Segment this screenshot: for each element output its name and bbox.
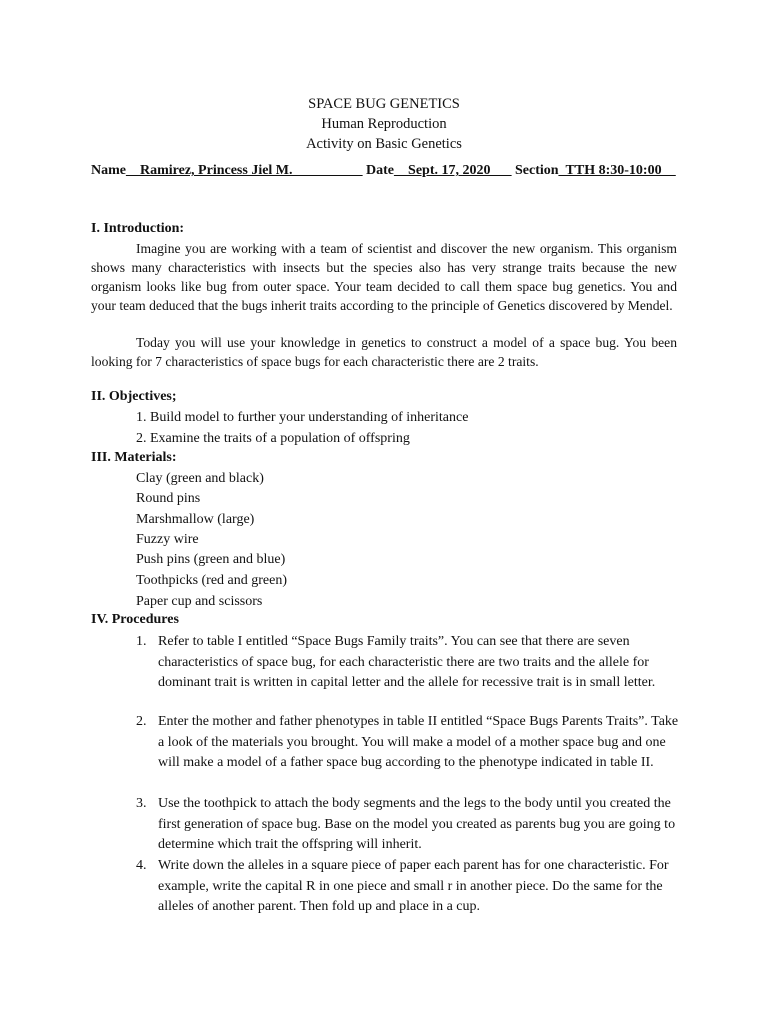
procedures-heading: IV. Procedures (91, 612, 179, 627)
procedure-item (136, 712, 681, 774)
activity-title: Activity on Basic Genetics (306, 136, 462, 152)
material-item: Round pins (136, 491, 201, 506)
procedure-number: 2. (136, 714, 147, 729)
material-item: Paper cup and scissors (136, 594, 263, 609)
section-value: _TTH 8:30-10:00__ (558, 163, 676, 178)
student-info-line (91, 163, 691, 179)
material-item: Clay (green and black) (136, 471, 264, 486)
name-label: Name (91, 163, 126, 178)
procedure-text: Write down the alleles in a square piece of paper each parent has for one characteristic. For example, write the capital R in one piece and small r in another piece. Do the same for the alleles of another parent. Then fold up and place in a cup. (158, 858, 669, 914)
procedure-number: 3. (136, 796, 147, 811)
objective-item: 2. Examine the traits of a population of offspring (136, 431, 410, 446)
introduction-paragraph-2: Today you will use your knowledge in genetics to construct a model of a space bug. You been looking for 7 characteristics of space bugs for each characteristic there are 2 traits. (91, 335, 677, 369)
procedure-text: Use the toothpick to attach the body segments and the legs to the body until you created the first generation of space bug. Base on the model you created as parents bug you are going to determine which trait the offspring will inherit. (158, 796, 676, 852)
materials-heading: III. Materials: (91, 450, 177, 465)
material-item: Marshmallow (large) (136, 512, 255, 527)
procedure-number: 1. (136, 634, 147, 649)
procedure-text: Enter the mother and father phenotypes in table II entitled “Space Bugs Parents Traits”. Take a look of the materials you brought. You will make a model of a mother space bug and one will make a model of a father space bug according to the phenotype indicated in table II. (158, 714, 679, 770)
date-value: __Sept. 17, 2020___ (394, 163, 512, 178)
introduction-paragraph-1: Imagine you are working with a team of scientist and discover the new organism. This organism shows many characteristics with insects but the species also has very strange traits because the new organism looks like bug from outer space. Your team decided to call them space bug genetics. You and your team deduced that the bugs inherit traits according to the principle of Genetics discovered by Mendel. (91, 241, 677, 313)
document-title: SPACE BUG GENETICS (308, 96, 460, 112)
document-subtitle: Human Reproduction (321, 116, 447, 132)
introduction-heading: I. Introduction: (91, 221, 185, 236)
section-label: Section (514, 163, 559, 178)
procedure-item (136, 632, 681, 694)
procedure-item (136, 794, 681, 856)
material-item: Toothpicks (red and green) (136, 573, 288, 588)
material-item: Fuzzy wire (136, 532, 199, 547)
objective-item: 1. Build model to further your understanding of inheritance (136, 410, 469, 425)
objectives-heading: II. Objectives; (91, 389, 177, 404)
procedure-text: Refer to table I entitled “Space Bugs Family traits”. You can see that there are seven characteristics of space bug, for each characteristic there are two traits and the allele for dominant trait is written in capital letter and the allele for recessive trait is in small letter. (158, 634, 656, 690)
document-header (0, 94, 768, 154)
procedure-item (136, 856, 681, 918)
material-item: Push pins (green and blue) (136, 552, 286, 567)
name-value: __Ramirez, Princess Jiel M.__________ (126, 163, 363, 178)
date-label: Date (366, 163, 395, 178)
procedure-number: 4. (136, 858, 147, 873)
